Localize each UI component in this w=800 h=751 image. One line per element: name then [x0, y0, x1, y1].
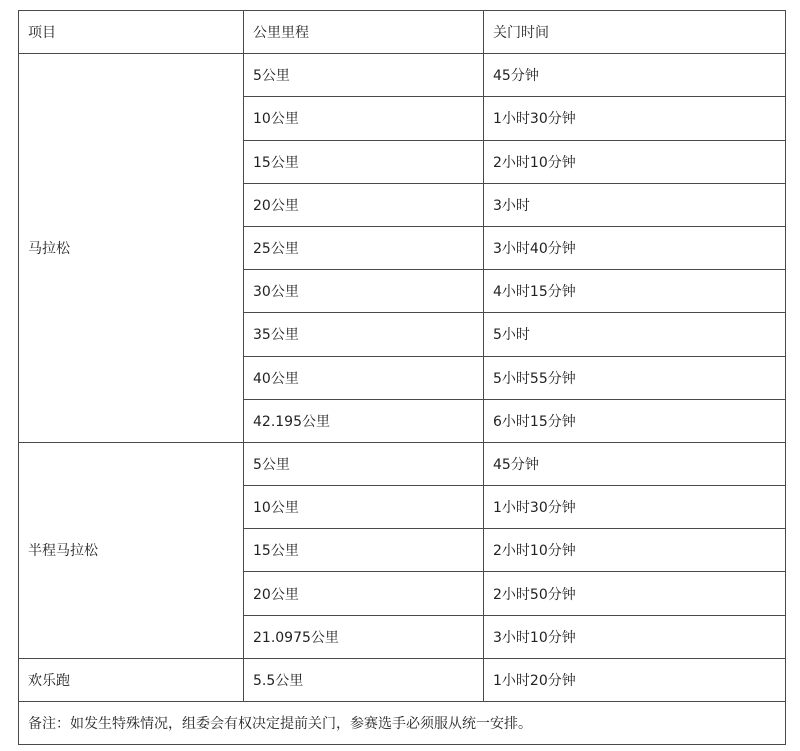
header-event: 项目 [19, 11, 244, 54]
cutoff-cell: 4小时15分钟 [484, 270, 786, 313]
header-distance: 公里里程 [244, 11, 484, 54]
cutoff-cell: 2小时10分钟 [484, 140, 786, 183]
cutoff-cell: 2小时10分钟 [484, 529, 786, 572]
cutoff-cell: 45分钟 [484, 54, 786, 97]
table-row [19, 658, 786, 701]
cutoff-cell: 5小时 [484, 313, 786, 356]
event-name-cell: 马拉松 [19, 54, 244, 443]
cutoff-cell: 45分钟 [484, 442, 786, 485]
note-row [19, 702, 786, 745]
cutoff-cell: 3小时40分钟 [484, 226, 786, 269]
distance-cell: 5公里 [244, 442, 484, 485]
cutoff-cell: 2小时50分钟 [484, 572, 786, 615]
table-header-row [19, 11, 786, 54]
table-row [19, 54, 786, 97]
cutoff-cell: 5小时55分钟 [484, 356, 786, 399]
note-text: 备注：如发生特殊情况，组委会有权决定提前关门，参赛选手必须服从统一安排。 [19, 702, 786, 745]
cutoff-cell: 1小时20分钟 [484, 658, 786, 701]
cutoff-cell: 3小时 [484, 183, 786, 226]
distance-cell: 5公里 [244, 54, 484, 97]
cutoff-cell: 3小时10分钟 [484, 615, 786, 658]
cutoff-cell: 1小时30分钟 [484, 97, 786, 140]
distance-cell: 5.5公里 [244, 658, 484, 701]
header-cutoff: 关门时间 [484, 11, 786, 54]
distance-cell: 15公里 [244, 140, 484, 183]
cutoff-cell: 6小时15分钟 [484, 399, 786, 442]
table-row [19, 442, 786, 485]
distance-cell: 10公里 [244, 486, 484, 529]
event-name-cell: 欢乐跑 [19, 658, 244, 701]
distance-cell: 21.0975公里 [244, 615, 484, 658]
cutoff-cell: 1小时30分钟 [484, 486, 786, 529]
distance-cell: 20公里 [244, 183, 484, 226]
event-name-cell: 半程马拉松 [19, 442, 244, 658]
distance-cell: 40公里 [244, 356, 484, 399]
distance-cell: 42.195公里 [244, 399, 484, 442]
distance-cell: 10公里 [244, 97, 484, 140]
distance-cell: 35公里 [244, 313, 484, 356]
distance-cell: 30公里 [244, 270, 484, 313]
distance-cell: 15公里 [244, 529, 484, 572]
cutoff-time-table [18, 10, 786, 745]
distance-cell: 20公里 [244, 572, 484, 615]
distance-cell: 25公里 [244, 226, 484, 269]
